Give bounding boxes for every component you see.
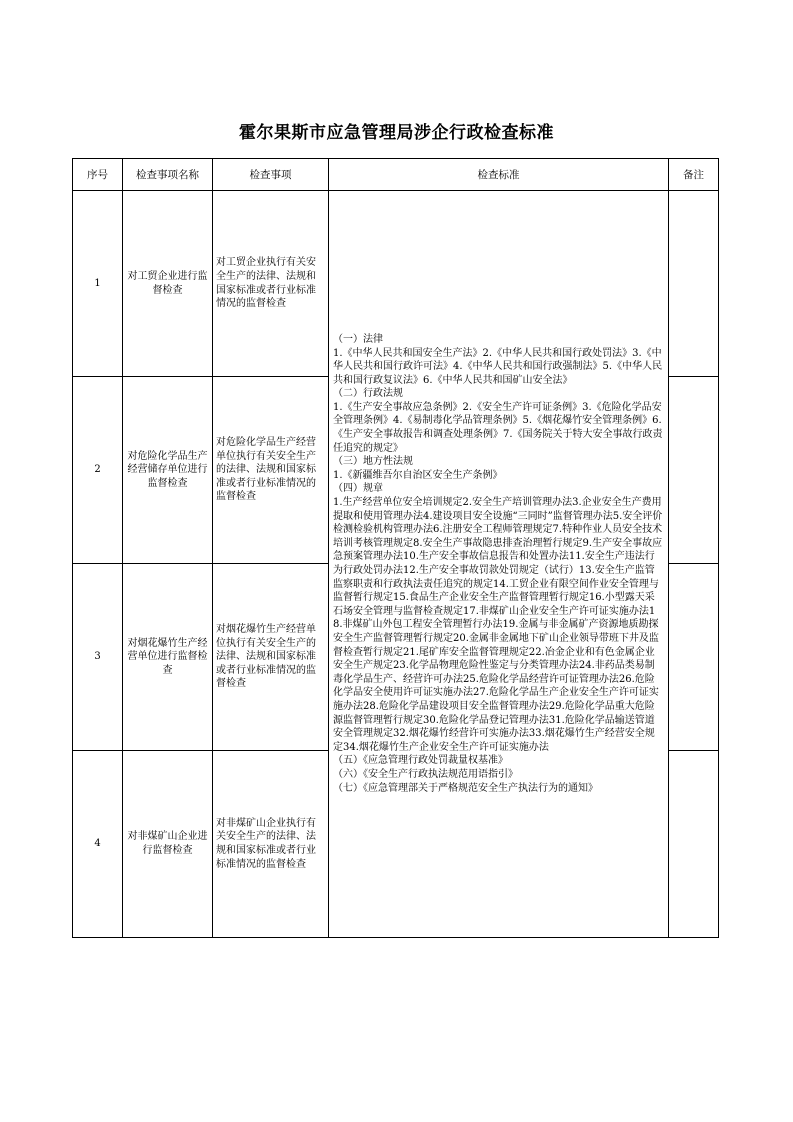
standard-line: （二）行政法规 <box>333 388 403 400</box>
row-item-name: 对危险化学品生产经营储存单位进行监督检查 <box>123 377 213 564</box>
standard-line: 1.《生产安全事故应急条例》2.《安全生产许可证条例》3.《危险化学品安全管理条例》4.《易制毒化学品管理条例》5.《烟花爆竹安全管理条例》6.《生产安全事故报告和调查处理条例》7.《国务院关于特大安全事故行政责任追究的规定》 <box>333 401 663 454</box>
row-item: 对非煤矿山企业执行有关安全生产的法律、法规和国家标准或者行业标准情况的监督检查 <box>213 751 329 938</box>
standard-line: 1.生产经营单位安全培训规定2.安全生产培训管理办法3.企业安全生产费用提取和使用管理办法4.建设项目安全设施“三同时”监督管理办法5.安全评价检测检验机构管理办法6.注册安全工程师管理规定7.特种作业人员安全技术培训考核管理规定8.安全生产事故隐患排查治理暂行规定9.生产安全事故应急预案管理办法10.生产安全事故信息报告和处置办法11.安全生产违法行为行政处罚办法12.生产安全事故罚款处罚规定（试行）13.安全生产监管监察职责和行政执法责任追究的规定14.工贸企业有限空间作业安全管理与监督暂行规定15.食品生产企业安全生产监督管理暂行规定16.小型露天采石场安全管理与监督检查规定17.非煤矿山企业安全生产许可证实施办法18.非煤矿山外包工程安全管理暂行办法19.金属与非金属矿产资源地质勘探安全生产监督管理暂行规定20.金属非金属地下矿山企业领导带班下井及监督检查暂行规定21.尾矿库安全监督管理规定22.冶金企业和有色金属企业安全生产规定23.化学品物理危险性鉴定与分类管理办法24.非药品类易制毒化学品生产、经营许可办法25.危险化学品经营许可证管理办法26.危险化学品安全使用许可证实施办法27.危险化学品生产企业安全生产许可证实施办法28.危险化学品建设项目安全监督管理办法29.危险化学品重大危险源监督管理暂行规定30.危险化学品登记管理办法31.危险化学品输送管道安全管理规定32.烟花爆竹经营许可实施办法33.烟花爆竹生产经营安全规定34.烟花爆竹生产企业安全生产许可证实施办法 <box>333 497 663 753</box>
row-note <box>669 377 719 564</box>
row-item-name: 对烟花爆竹生产经营单位进行监督检查 <box>123 564 213 751</box>
row-number: 1 <box>73 191 123 377</box>
row-number: 4 <box>73 751 123 938</box>
row-item-name: 对非煤矿山企业进行监督检查 <box>123 751 213 938</box>
page-title: 霍尔果斯市应急管理局涉企行政检查标准 <box>239 123 554 143</box>
row-number: 3 <box>73 564 123 751</box>
row-note <box>669 751 719 938</box>
inspection-standard-table <box>72 158 719 938</box>
row-item: 对危险化学品生产经营单位执行有关安全生产的法律、法规和国家标准或者行业标准情况的监督检查 <box>213 377 329 564</box>
standard-line: 1.《中华人民共和国安全生产法》2.《中华人民共和国行政处罚法》3.《中华人民共和国行政许可法》4.《中华人民共和国行政强制法》5.《中华人民共和国行政复议法》6.《中华人民共和国矿山安全法》 <box>333 347 663 386</box>
standard-line: （六）《安全生产行政执法规范用语指引》 <box>333 768 518 780</box>
standard-line: （三）地方性法规 <box>333 456 413 468</box>
header-item: 检查事项 <box>213 159 329 191</box>
row-number: 2 <box>73 377 123 564</box>
standard-line: （五）《应急管理行政处罚裁量权基准》 <box>333 755 508 767</box>
standard-line: （四）规章 <box>333 483 383 495</box>
row-note <box>669 191 719 377</box>
row-note <box>669 564 719 751</box>
header-note: 备注 <box>669 159 719 191</box>
header-item-name: 检查事项名称 <box>123 159 213 191</box>
header-standard: 检查标准 <box>329 159 669 191</box>
row-item: 对工贸企业执行有关安全生产的法律、法规和国家标准或者行业标准情况的监督检查 <box>213 191 329 377</box>
standard-cell <box>329 191 669 938</box>
standard-line: （七）《应急管理部关于严格规范安全生产执法行为的通知》 <box>333 782 598 794</box>
table-row <box>73 191 719 377</box>
standard-line: 1.《新疆维吾尔自治区安全生产条例》 <box>333 469 503 481</box>
row-item: 对烟花爆竹生产经营单位执行有关安全生产的法律、法规和国家标准或者行业标准情况的监督检查 <box>213 564 329 751</box>
table-header-row <box>73 159 719 191</box>
header-num: 序号 <box>73 159 123 191</box>
row-item-name: 对工贸企业进行监督检查 <box>123 191 213 377</box>
standard-line: （一）法律 <box>333 333 383 345</box>
